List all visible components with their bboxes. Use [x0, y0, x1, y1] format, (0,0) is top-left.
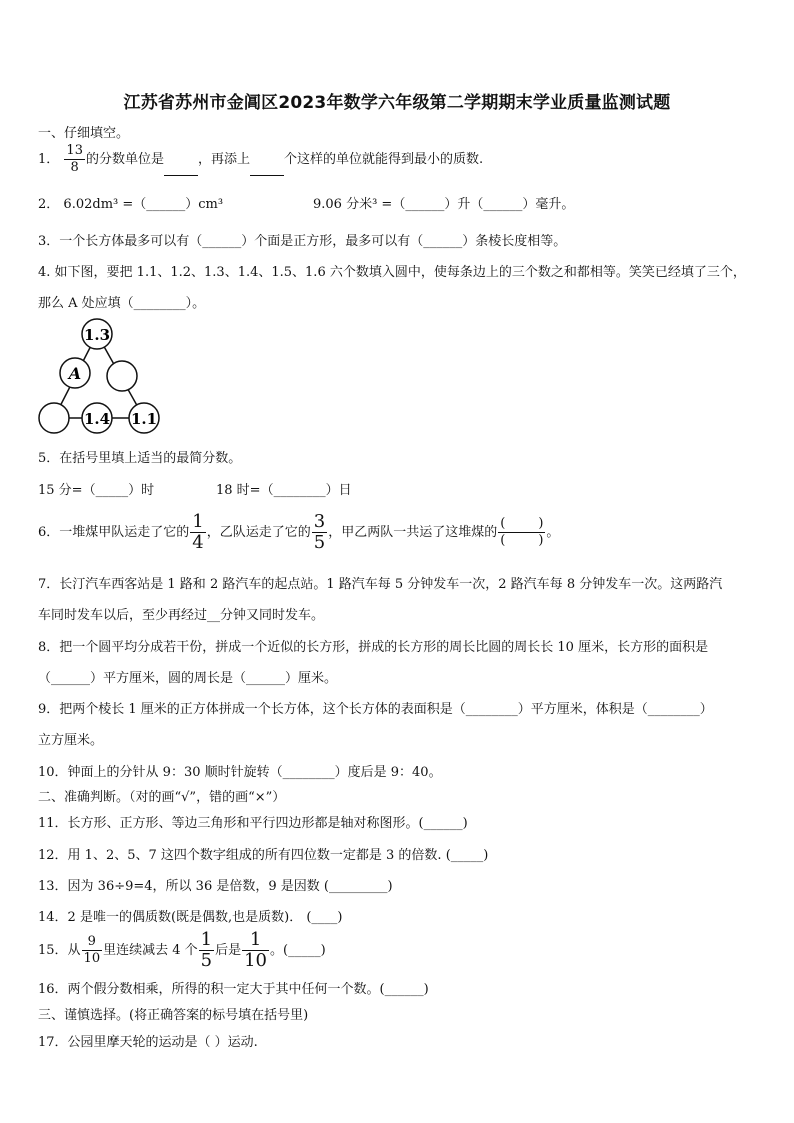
q1-text-1: 的分数单位是 — [85, 152, 164, 167]
question-17: 17．公园里摩天轮的运动是（ ）运动. — [38, 1035, 258, 1050]
label-top: 1.3 — [83, 326, 111, 344]
q1-text-2: ，再添上 — [197, 152, 250, 167]
q5-part-a: 15 分=（_____）时 — [38, 483, 155, 498]
q1-blank-2[interactable] — [250, 175, 284, 176]
q2-part-b: 9.06 分米³ =（______）升（______）毫升。 — [313, 197, 575, 212]
q15-text-4: 。(_____) — [270, 943, 326, 958]
question-1 — [38, 143, 483, 176]
q6-fraction-2 — [312, 512, 327, 553]
question-16: 16．两个假分数相乘，所得的积一定大于其中任何一个数。(______) — [38, 982, 429, 997]
question-7-line-1: 7．长汀汽车西客站是 1 路和 2 路汽车的起点站。1 路汽车每 5 分钟发车一次，2 路汽车每 8 分钟发车一次。这两路汽 — [38, 577, 723, 592]
question-9-line-2: 立方厘米。 — [38, 733, 104, 748]
q15-f3-den: 10 — [244, 950, 268, 971]
question-3: 3．一个长方体最多可以有（______）个面是正方形，最多可以有（______）条棱长度相等。 — [38, 234, 567, 249]
section-2-heading: 二、准确判断。（对的画“√”，错的画“×”） — [38, 790, 286, 805]
question-8-line-2: （______）平方厘米，圆的周长是（______）厘米。 — [38, 671, 338, 686]
q15-f1-num: 9 — [82, 934, 103, 951]
q15-f3-num: 1 — [242, 930, 269, 951]
label-bottom-mid: 1.4 — [83, 410, 111, 428]
q1-number: 1． — [38, 152, 60, 167]
question-6 — [38, 512, 559, 553]
q6-answer-fraction[interactable] — [498, 516, 545, 549]
circle-bottom-left — [39, 403, 69, 433]
q15-fraction-1 — [82, 934, 103, 967]
question-9-line-1: 9．把两个棱长 1 厘米的正方体拼成一个长方体，这个长方体的表面积是（________）平方厘米，体积是（________） — [38, 702, 713, 717]
question-15 — [38, 930, 326, 971]
q6-answer-den[interactable]: ( ) — [500, 533, 544, 548]
question-10: 10．钟面上的分针从 9：30 顺时针旋转（________）度后是 9：40。 — [38, 765, 442, 780]
q6-text-3: ，甲乙两队一共运了这堆煤的 — [328, 525, 498, 540]
q15-fraction-3 — [242, 930, 269, 971]
question-11: 11．长方形、正方形、等边三角形和平行四边形都是轴对称图形。(______) — [38, 816, 468, 831]
q6-text-1: 6．一堆煤甲队运走了它的 — [38, 525, 190, 540]
q1-frac-num: 13 — [66, 143, 83, 158]
q15-f2-den: 5 — [200, 950, 213, 971]
q1-frac-den: 8 — [70, 160, 79, 175]
q6-answer-num[interactable]: ( ) — [500, 516, 544, 531]
question-4-line-2: 那么 A 处应填（________）。 — [38, 296, 206, 311]
q15-f1-den: 10 — [83, 951, 101, 966]
q6-text-2: ，乙队运走了它的 — [206, 525, 311, 540]
q6-tail: 。 — [546, 525, 560, 540]
q6-f2-num: 3 — [313, 511, 326, 532]
triangle-figure — [34, 318, 166, 438]
q1-fraction — [64, 143, 85, 176]
label-a: A — [68, 364, 82, 383]
question-13: 13．因为 36÷9=4，所以 36 是倍数，9 是因数 (_________) — [38, 879, 393, 894]
question-7-line-2: 车同时发车以后，至少再经过__分钟又同时发车。 — [38, 608, 325, 623]
circle-right-mid — [107, 361, 137, 391]
section-1-heading: 一、仔细填空。 — [38, 126, 130, 141]
q6-f1-num: 1 — [192, 511, 204, 532]
q15-fraction-2 — [199, 930, 214, 971]
q5-part-b: 18 时=（________）日 — [216, 483, 352, 498]
q1-text-3: 个这样的单位就能得到最小的质数. — [284, 152, 484, 167]
q15-text-2: 里连续减去 4 个 — [103, 943, 198, 958]
q6-f1-den: 4 — [192, 532, 204, 553]
label-bottom-right: 1.1 — [130, 410, 158, 428]
section-3-heading: 三、谨慎选择。(将正确答案的标号填在括号里) — [38, 1008, 309, 1023]
q15-text-1: 15．从 — [38, 943, 81, 958]
q1-blank-1[interactable] — [164, 175, 198, 176]
q2-number: 2． — [38, 197, 60, 212]
question-5: 5．在括号里填上适当的最简分数。 — [38, 451, 242, 466]
question-4-line-1: 4. 如下图，要把 1.1、1.2、1.3、1.4、1.5、1.6 六个数填入圆中，使每条边上的三个数之和都相等。笑笑已经填了三个， — [38, 265, 746, 280]
q2-part-a: 6.02dm³ =（______）cm³ — [63, 197, 224, 212]
question-12: 12．用 1、2、5、7 这四个数字组成的所有四位数一定都是 3 的倍数. (_____) — [38, 848, 489, 863]
q6-fraction-1 — [190, 512, 205, 553]
q15-text-3: 后是 — [215, 943, 242, 958]
q15-f2-num: 1 — [200, 929, 213, 950]
page-title: 江苏省苏州市金阊区2023年数学六年级第二学期期末学业质量监测试题 — [123, 93, 671, 113]
question-2 — [38, 193, 223, 212]
question-8-line-1: 8．把一个圆平均分成若干份，拼成一个近似的长方形，拼成的长方形的周长比圆的周长长 10 厘米，长方形的面积是 — [38, 640, 709, 655]
question-14: 14．2 是唯一的偶质数(既是偶数,也是质数)． (____) — [38, 910, 343, 925]
q6-f2-den: 5 — [313, 532, 326, 553]
